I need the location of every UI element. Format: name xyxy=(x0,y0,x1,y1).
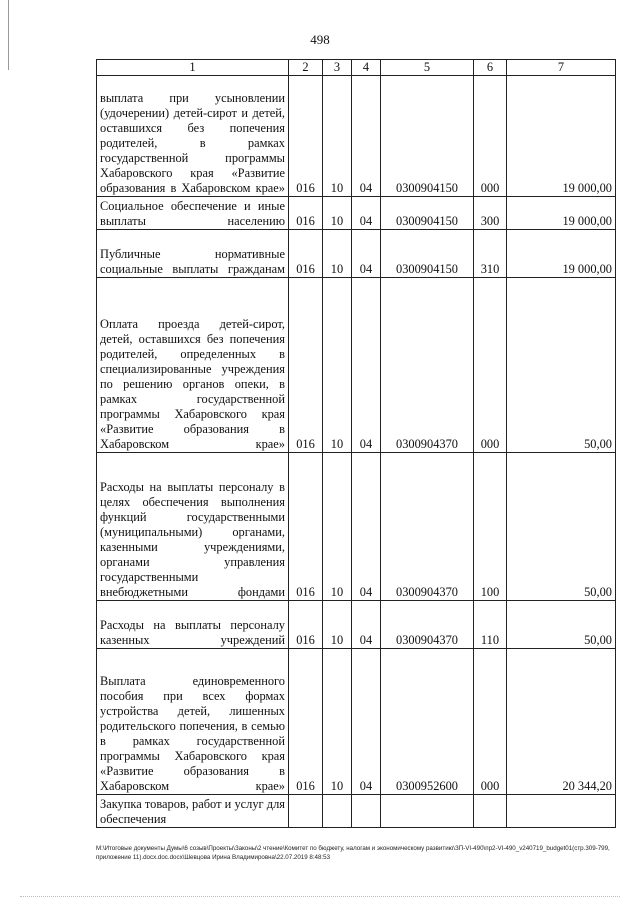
table-row xyxy=(97,601,616,649)
row-name: Расходы на выплаты персоналу казенных учреждений xyxy=(97,601,289,649)
cell-target: 0300904370 xyxy=(381,453,474,601)
cell-ministry: 016 xyxy=(289,453,323,601)
cell-type: 000 xyxy=(474,649,507,795)
cell-target xyxy=(381,795,474,828)
column-header: 3 xyxy=(323,60,352,76)
cell-amount: 19 000,00 xyxy=(507,197,616,230)
cell-ministry xyxy=(289,795,323,828)
cell-type: 100 xyxy=(474,453,507,601)
cell-amount: 20 344,20 xyxy=(507,649,616,795)
cell-ministry: 016 xyxy=(289,278,323,453)
cell-amount: 19 000,00 xyxy=(507,76,616,197)
cell-amount xyxy=(507,795,616,828)
cell-section: 10 xyxy=(323,601,352,649)
column-header: 4 xyxy=(352,60,381,76)
table-row xyxy=(97,649,616,795)
table-row xyxy=(97,230,616,278)
cell-section: 10 xyxy=(323,230,352,278)
cell-subsection: 04 xyxy=(352,197,381,230)
cell-amount: 50,00 xyxy=(507,601,616,649)
cell-amount: 50,00 xyxy=(507,453,616,601)
cell-target: 0300904150 xyxy=(381,76,474,197)
column-header: 5 xyxy=(381,60,474,76)
cell-target: 0300904370 xyxy=(381,601,474,649)
column-header: 7 xyxy=(507,60,616,76)
cell-section: 10 xyxy=(323,453,352,601)
row-name: Социальное обеспечение и иные выплаты населению xyxy=(97,197,289,230)
cell-type xyxy=(474,795,507,828)
cell-subsection: 04 xyxy=(352,601,381,649)
column-header: 1 xyxy=(97,60,289,76)
cell-subsection xyxy=(352,795,381,828)
cell-section: 10 xyxy=(323,649,352,795)
cell-type: 300 xyxy=(474,197,507,230)
row-name: Выплата единовременного пособия при всех формах устройства детей, лишенных родительского попечения, в семью в рамках государственной программы Хабаровского края «Развитие образования в Хабаровском крае» xyxy=(97,649,289,795)
table-row xyxy=(97,278,616,453)
cell-ministry: 016 xyxy=(289,601,323,649)
page-number: 498 xyxy=(310,32,330,47)
cell-subsection: 04 xyxy=(352,453,381,601)
cell-type: 310 xyxy=(474,230,507,278)
cell-section xyxy=(323,795,352,828)
cell-section: 10 xyxy=(323,278,352,453)
cell-ministry: 016 xyxy=(289,76,323,197)
cell-section: 10 xyxy=(323,197,352,230)
row-name: Закупка товаров, работ и услуг для обеспечения xyxy=(97,795,289,828)
budget-table xyxy=(96,59,616,828)
cell-type: 000 xyxy=(474,278,507,453)
cell-type: 000 xyxy=(474,76,507,197)
cell-ministry: 016 xyxy=(289,649,323,795)
cell-subsection: 04 xyxy=(352,278,381,453)
table-row xyxy=(97,76,616,197)
cell-target: 0300904370 xyxy=(381,278,474,453)
row-name: Оплата проезда детей-сирот, детей, оставшихся без попечения родителей, определенных в специализированные учреждения по решению органов опеки, в рамках государственной программы Хабаровского края «Развитие образования в Хабаровском крае» xyxy=(97,278,289,453)
table-header-row xyxy=(97,60,616,76)
row-name: Публичные нормативные социальные выплаты гражданам xyxy=(97,230,289,278)
cell-target: 0300904150 xyxy=(381,197,474,230)
cell-target: 0300904150 xyxy=(381,230,474,278)
table-row xyxy=(97,453,616,601)
cell-section: 10 xyxy=(323,76,352,197)
row-name: Расходы на выплаты персоналу в целях обеспечения выполнения функций государственными (муниципальными) органами, казенными учреждениями, органами управления государственными внебюджетными фондами xyxy=(97,453,289,601)
cell-amount: 19 000,00 xyxy=(507,230,616,278)
cell-type: 110 xyxy=(474,601,507,649)
table-row xyxy=(97,197,616,230)
column-header: 2 xyxy=(289,60,323,76)
cell-subsection: 04 xyxy=(352,230,381,278)
file-path-footer: M:\Итоговые документы Думы\6 созыв\Проекты\Законы\2 чтение\Комитет по бюджету, налогам и экономическому развитию\ЗП-VI-490\пр2-VI-490_v240719_budget01(стр.309-799, приложение 11).docx.doc.docx\Шевцова Ирина Владимировна\22.07.2019 8:48:53 xyxy=(96,845,610,861)
row-name: выплата при усыновлении (удочерении) детей-сирот и детей, оставшихся без попечения родителей, в рамках государственной программы Хабаровского края «Развитие образования в Хабаровском крае» xyxy=(97,76,289,197)
cell-amount: 50,00 xyxy=(507,278,616,453)
cell-target: 0300952600 xyxy=(381,649,474,795)
cell-subsection: 04 xyxy=(352,76,381,197)
table-row xyxy=(97,795,616,828)
column-header: 6 xyxy=(474,60,507,76)
scan-bottom-edge xyxy=(20,896,620,898)
cell-ministry: 016 xyxy=(289,197,323,230)
cell-subsection: 04 xyxy=(352,649,381,795)
cell-ministry: 016 xyxy=(289,230,323,278)
